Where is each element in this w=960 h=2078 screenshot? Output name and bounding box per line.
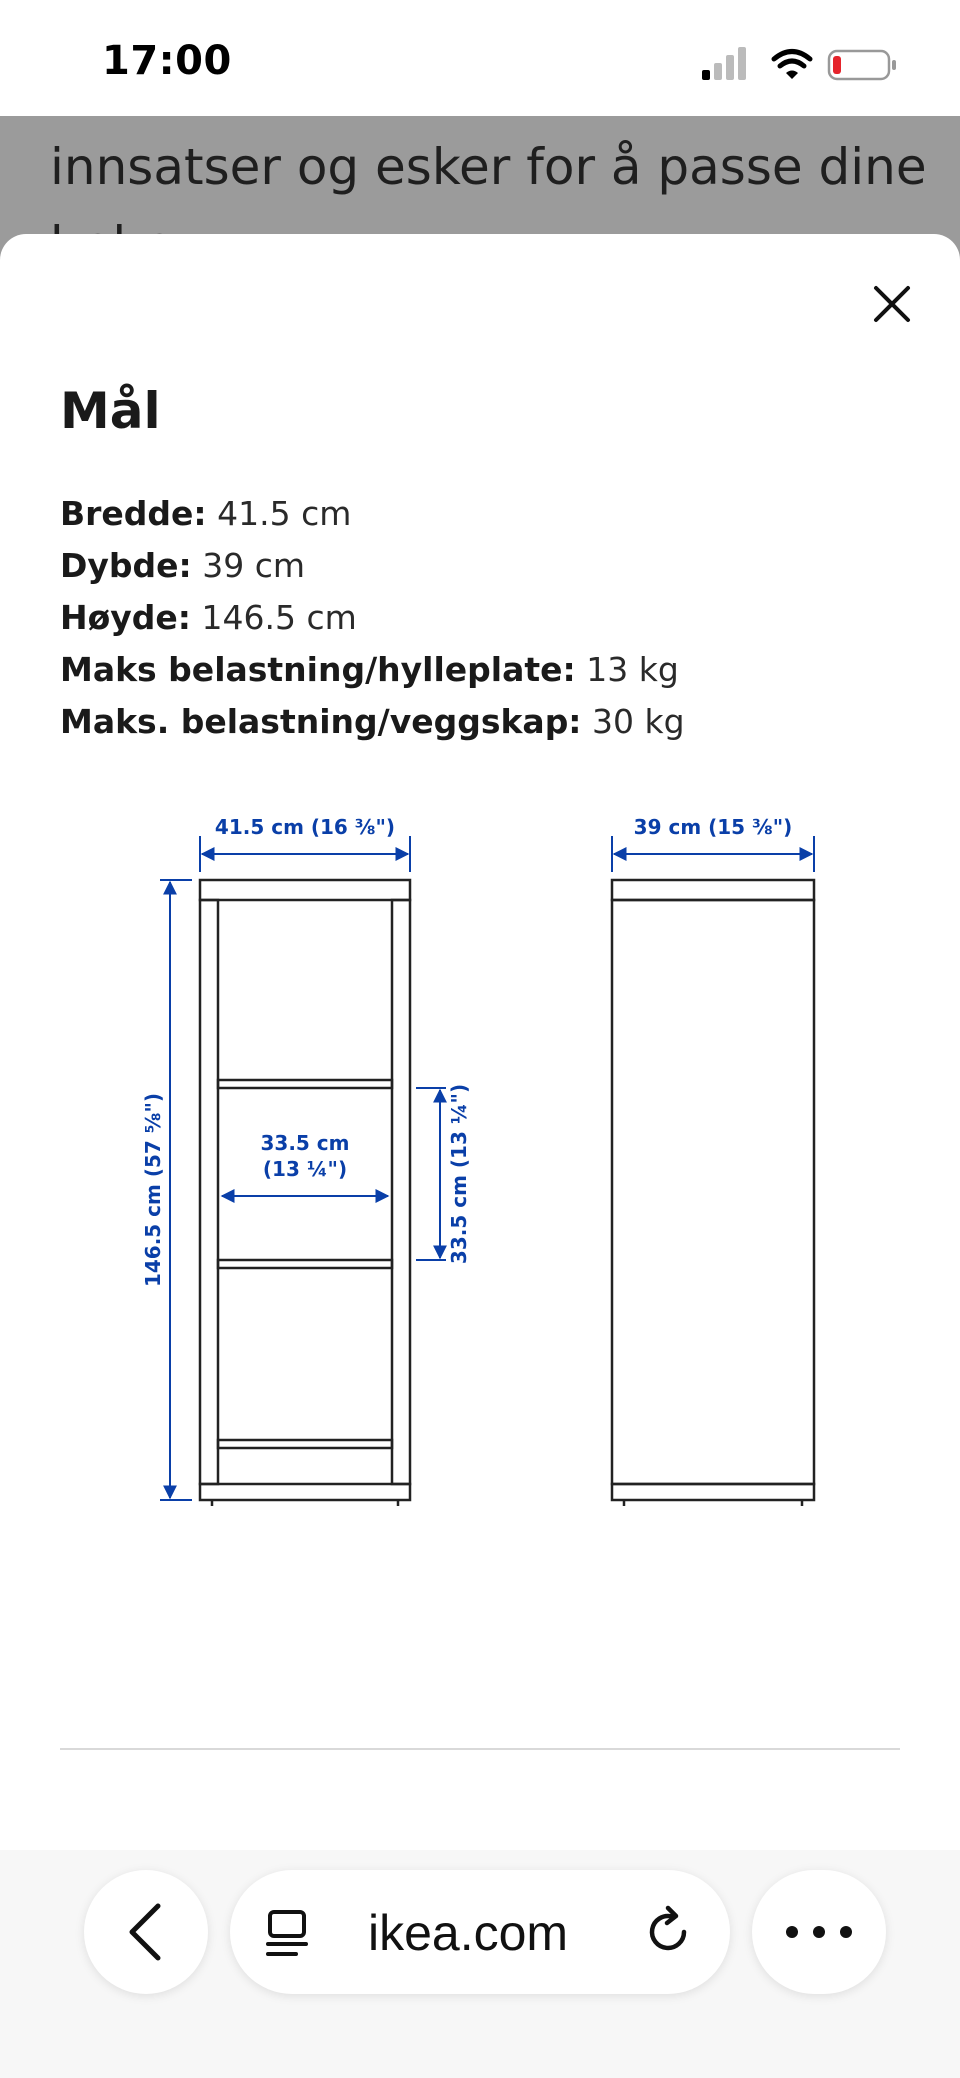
inner-width-label-line2: (13 ¼"): [262, 1157, 348, 1181]
spec-row-wall-load: [60, 696, 685, 748]
browser-toolbar: [0, 1850, 960, 2078]
background-page-text: innsatser og esker for å passe dine: [50, 138, 927, 196]
battery-icon: [829, 51, 896, 79]
spec-row-width: [60, 488, 685, 540]
back-button[interactable]: [84, 1870, 208, 1994]
spec-value: 30 kg: [592, 702, 685, 741]
spec-value: 41.5 cm: [217, 494, 352, 533]
spec-value: 39 cm: [202, 546, 306, 585]
dimension-diagram: [0, 774, 960, 1914]
front-view-drawing: [200, 880, 410, 1506]
inner-height-label: 33.5 cm (13 ¼"): [447, 1083, 471, 1265]
inner-width-label-line1: 33.5 cm: [260, 1131, 350, 1155]
reader-mode-icon[interactable]: [266, 1908, 314, 1958]
status-time: 17:00: [102, 38, 232, 84]
spec-label: Bredde:: [60, 494, 207, 533]
height-label: 146.5 cm (57 ⅝"): [141, 1092, 165, 1288]
url-text: ikea.com: [368, 1905, 569, 1961]
front-width-dimension: [200, 815, 410, 872]
spec-label: Maks belastning/hylleplate:: [60, 650, 576, 689]
spec-row-height: [60, 592, 685, 644]
inner-height-dimension: [416, 1084, 471, 1264]
dimensions-sheet: [0, 234, 960, 2078]
spec-row-depth: [60, 540, 685, 592]
more-dots-icon: [784, 1924, 854, 1940]
spec-value: 13 kg: [586, 650, 679, 689]
status-bar: [0, 0, 960, 116]
front-width-label: 41.5 cm (16 ⅜"): [214, 815, 396, 839]
side-depth-dimension: [612, 815, 814, 872]
section-divider: [60, 1748, 900, 1750]
height-dimension: [141, 880, 192, 1500]
side-view-drawing: [612, 880, 814, 1506]
side-depth-label: 39 cm (15 ⅜"): [633, 815, 793, 839]
close-button[interactable]: [864, 276, 920, 332]
inner-width-dimension: [222, 1131, 388, 1196]
spec-label: Høyde:: [60, 598, 192, 637]
sheet-title: Mål: [60, 382, 161, 440]
close-icon: [872, 284, 912, 324]
spec-value: 146.5 cm: [201, 598, 357, 637]
spec-row-shelf-load: [60, 644, 685, 696]
chevron-left-icon: [124, 1902, 168, 1962]
spec-list: [60, 488, 685, 748]
spec-label: Maks. belastning/veggskap:: [60, 702, 582, 741]
more-options-button[interactable]: [752, 1870, 886, 1994]
spec-label: Dybde:: [60, 546, 192, 585]
wifi-icon: [774, 52, 810, 80]
status-icons: [700, 44, 900, 84]
reload-icon[interactable]: [640, 1904, 696, 1960]
address-bar[interactable]: [230, 1870, 730, 1994]
cellular-signal-icon: [702, 47, 746, 80]
